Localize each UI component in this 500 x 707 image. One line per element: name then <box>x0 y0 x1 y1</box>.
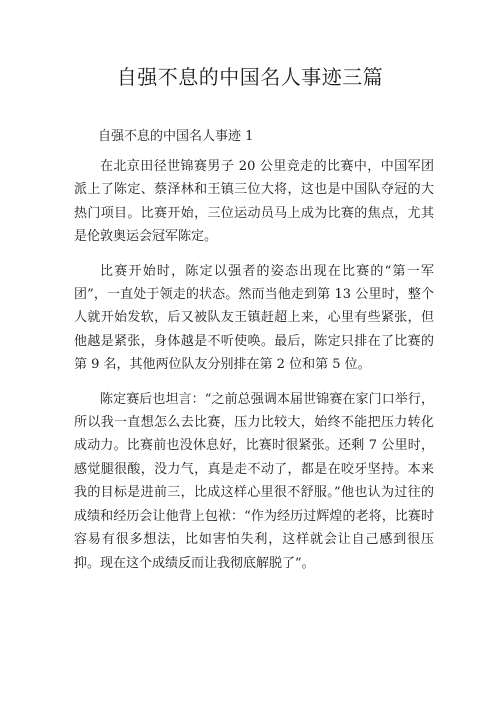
paragraph-3: 陈定赛后也坦言：“之前总强调本届世锦赛在家门口举行，所以我一直想怎么去比赛，压力比较大，始终不能把压力转化成动力。比赛前也没休息好，比赛时很紧张。还剩 7 公里时，感觉腿很酸，没力气，真是走不动了，都是在咬牙坚持。本来我的目标是进前三，比成这样心里很不舒服。”他也认为过往的成绩和经历会让他背上包袱：“作为经历过辉煌的老将，比赛时容易有很多想法，比如害怕失利，这样就会让自己感到很压抑。现在这个成绩反而让我彻底解脱了”。 <box>74 391 434 571</box>
document-title: 自强不息的中国名人事迹三篇 <box>116 65 384 89</box>
section-heading: 自强不息的中国名人事迹 1 <box>98 129 254 144</box>
paragraph-1: 在北京田径世锦赛男子 20 公里竞走的比赛中，中国军团派上了陈定、蔡泽林和王镇三位大将，这也是中国队夺冠的大热门项目。比赛开始，三位运动员马上成为比赛的焦点，尤其是伦敦奥运会冠军陈定。 <box>74 159 434 245</box>
paragraph-2: 比赛开始时，陈定以强者的姿态出现在比赛的“第一军团”，一直处于领走的状态。然而当他走到第 13 公里时，整个人就开始发软，后又被队友王镇赶超上来，心里有些紧张，但他越是紧张，身体越是不听使唤。最后，陈定只排在了比赛的第 9 名，其他两位队友分别排在第 2 位和第 5 位。 <box>74 263 434 373</box>
document-body <box>74 155 434 575</box>
